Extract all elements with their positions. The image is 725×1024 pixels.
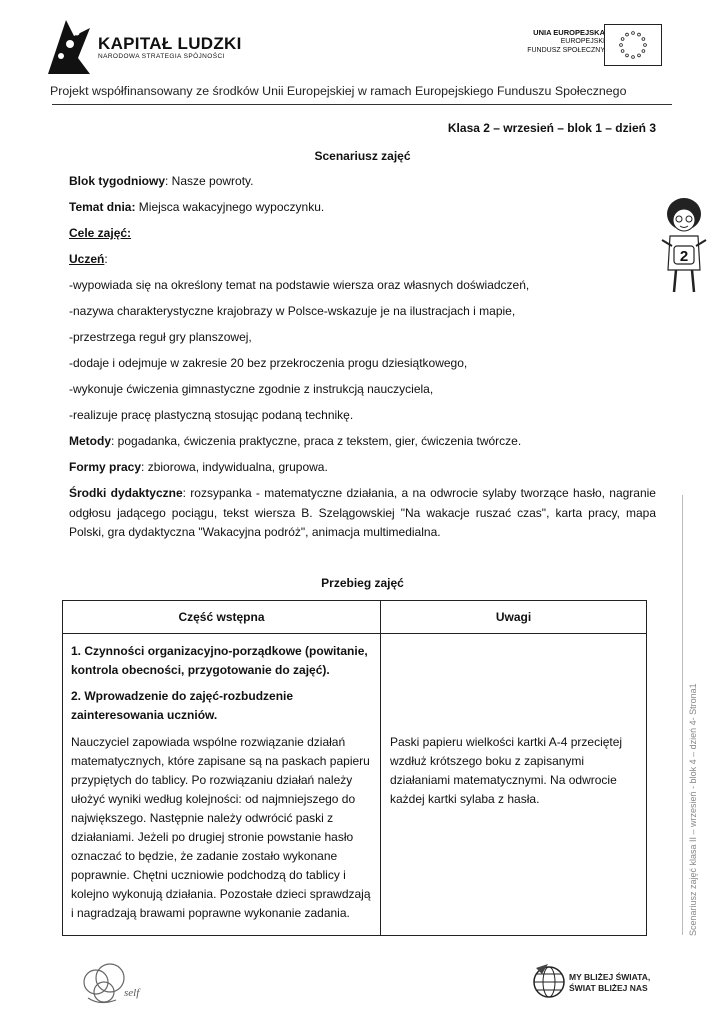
formy-line: [69, 460, 328, 474]
footer-slogan-line-2: ŚWIAT BLIŻEJ NAS: [569, 983, 648, 993]
eu-line-3: FUNDUSZ SPOŁECZNY: [527, 47, 605, 54]
temat-line: [69, 200, 324, 214]
plan-item-2: 2. Wprowadzenie do zajęć-rozbudzenie zainteresowania uczniów.: [71, 689, 294, 722]
uczen-line: [69, 252, 108, 266]
eu-line-1: UNIA EUROPEJSKA: [533, 28, 605, 37]
goal-item: -realizuje pracę plastyczną stosując podaną technikę.: [69, 408, 354, 422]
table-column-divider: [380, 601, 381, 935]
cele-heading: Cele zajęć:: [69, 226, 132, 240]
uczen-colon: :: [104, 252, 108, 266]
column-header-uwagi: Uwagi: [495, 610, 532, 624]
metody-line: [69, 434, 521, 448]
header-divider: [52, 104, 672, 105]
kapital-ludzki-logo: [44, 18, 94, 76]
mascot-number: 2: [679, 248, 689, 265]
eu-line-2: EUROPEJSKI: [560, 38, 605, 45]
plan-heading: Przebieg zajęć: [321, 576, 404, 590]
plan-note: Paski papieru wielkości kartki A-4 przeciętej wzdłuż krótszego boku z zapisanymi działaniami matematycznymi. Na odwrocie każdej kartki sylaba z hasła.: [390, 735, 623, 806]
blok-label: Blok tygodniowy: [69, 174, 165, 188]
footer-slogan: [569, 972, 650, 994]
svg-text:self: self: [124, 987, 140, 999]
logo-title: KAPITAŁ LUDZKI: [98, 34, 242, 53]
table-header-divider: [63, 633, 646, 634]
metody-label: Metody: [69, 434, 111, 448]
side-footer-text: Scenariusz zajęć klasa II – wrzesień - blok 4 – dzień 4- Strona1: [688, 683, 698, 936]
mascot-girl-icon: [660, 192, 708, 300]
footer-slogan-line-1: MY BLIŻEJ ŚWIATA,: [569, 972, 651, 982]
goal-item: -wypowiada się na określony temat na podstawie wiersza oraz własnych doświadczeń,: [69, 278, 530, 292]
formy-label: Formy pracy: [69, 460, 142, 474]
blok-value: : Nasze powroty.: [165, 174, 254, 188]
document-title: Scenariusz zajęć: [314, 149, 411, 163]
eu-label: [527, 28, 605, 55]
plan-description: Nauczyciel zapowiada wspólne rozwiązanie działań matematycznych, które zapisane są na paskach papieru przypiętych do tablicy. Po rozwiązaniu działań należy ułożyć wyniki według kolejności: od najmniejszego do największego. Następnie należy odwrócić paski z działaniami. Jeżeli po drugiej stronie powstanie hasło oznaczać to będzie, że zadanie zostało wykonane poprawnie. Chętni uczniowie podchodzą do tablicy i kolejno wykonują działania. Pozostałe dzieci sprawdzają i nagradzają brawami poprawne wykonanie zadania.: [71, 735, 371, 920]
goal-item: -dodaje i odejmuje w zakresie 20 bez przekroczenia progu dziesiątkowego,: [69, 356, 468, 370]
eu-flag-icon: [604, 24, 662, 66]
temat-label: Temat dnia:: [69, 200, 136, 214]
srodki-paragraph: [69, 484, 656, 543]
goal-item: -wykonuje ćwiczenia gimnastyczne zgodnie z instrukcją nauczyciela,: [69, 382, 434, 396]
plan-table: [62, 600, 647, 936]
globe-icon: [532, 962, 566, 1002]
formy-value: : zbiorowa, indywidualna, grupowa.: [141, 460, 328, 474]
blok-line: [69, 174, 253, 188]
column-header-czesc-wstepna: Część wstępna: [178, 610, 265, 624]
class-line: Klasa 2 – wrzesień – blok 1 – dzień 3: [447, 121, 656, 135]
logo-subtitle: NARODOWA STRATEGIA SPÓJNOŚCI: [98, 53, 225, 60]
metody-value: : pogadanka, ćwiczenia praktyczne, praca z tekstem, gier, ćwiczenia twórcze.: [111, 434, 522, 448]
self-logo-icon: [80, 960, 152, 1012]
goal-item: -nazywa charakterystyczne krajobrazy w Polsce-wskazuje je na ilustracjach i mapie,: [69, 304, 516, 318]
plan-item-1: 1. Czynności organizacyjno-porządkowe (powitanie, kontrola obecności, przygotowanie do zajęć).: [71, 644, 368, 677]
side-divider: [682, 495, 683, 935]
temat-value: Miejsca wakacyjnego wypoczynku.: [135, 200, 325, 214]
goal-item: -przestrzega reguł gry planszowej,: [69, 330, 252, 344]
uczen-label: Uczeń: [69, 252, 105, 266]
srodki-value: : rozsypanka - matematyczne działania, a na odwrocie sylaby tworzące hasło, nagranie odgłosu jadącego pociągu, tekst wiersza B. Szelągowskiej "Na wakacje ruszać czas", karta pracy, mapa Polski, gra dydaktyczna "Wakacyjna podróż", animacja multimedialna.: [69, 486, 656, 539]
project-funding-line: Projekt współfinansowany ze środków Unii Europejskiej w ramach Europejskiego Funduszu Społecznego: [50, 84, 627, 98]
srodki-label: Środki dydaktyczne: [69, 486, 183, 500]
